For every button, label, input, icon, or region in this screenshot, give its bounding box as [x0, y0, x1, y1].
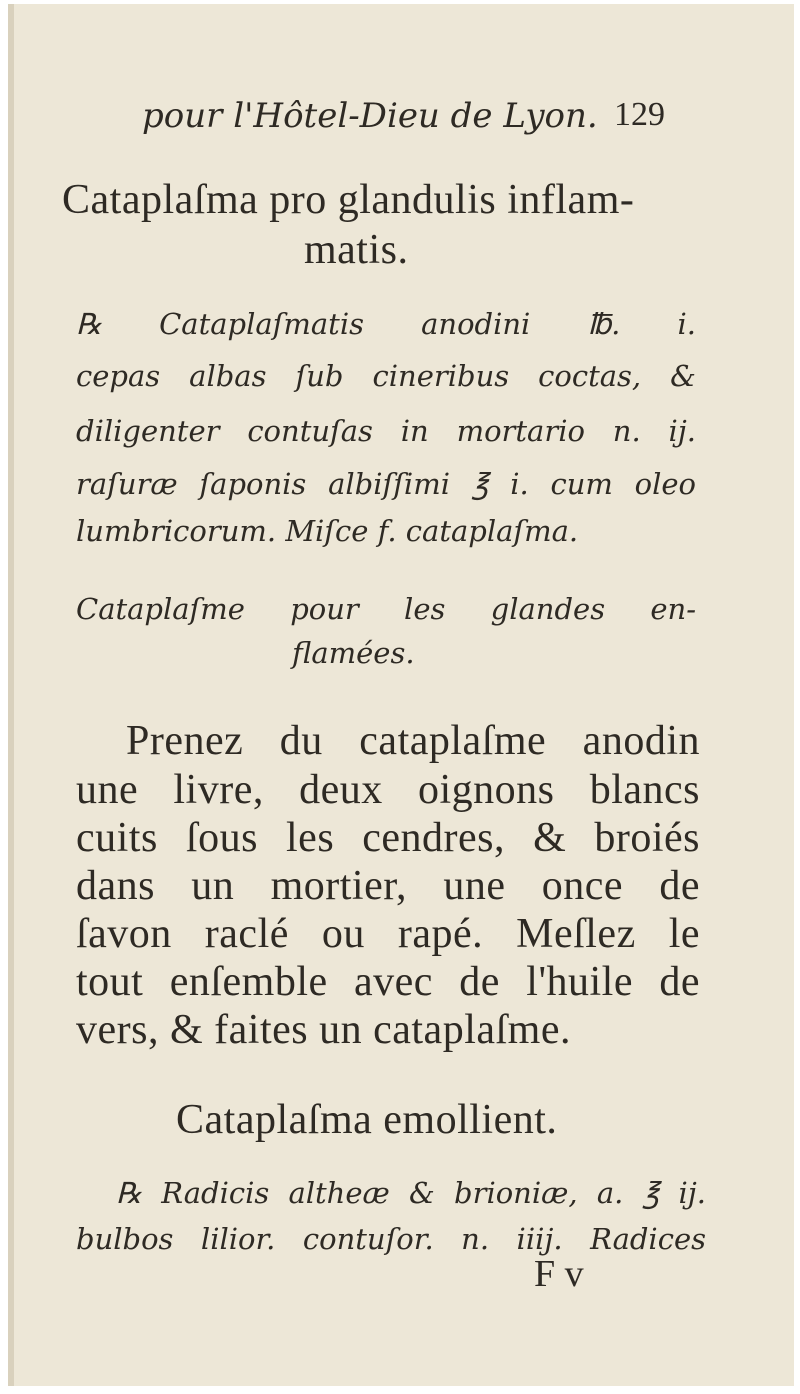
page-number: 129	[614, 96, 665, 133]
section3-line: bulbos lilior. contuſor. n. iiij. Radices	[76, 1222, 706, 1256]
section2-line: Prenez du cataplaſme anodin	[126, 718, 700, 764]
book-page	[8, 4, 794, 1386]
section1-line: lumbricorum. Miſce f. cataplaſma.	[76, 514, 579, 548]
running-title: pour l'Hôtel-Dieu de Lyon.	[142, 96, 598, 136]
section1-title-line2: matis.	[304, 227, 409, 273]
section2-title-line2: flamées.	[292, 636, 415, 670]
section3-line: ℞ Radicis altheæ & brioniæ, a. ℥ ij.	[116, 1176, 706, 1210]
section2-line: ſavon raclé ou rapé. Meſlez le	[76, 911, 700, 957]
section2-line: cuits ſous les cendres, & broiés	[76, 815, 700, 861]
section3-title: Cataplaſma emollient.	[176, 1097, 558, 1143]
section1-line: diligenter contuſas in mortario n. ij.	[76, 414, 696, 448]
section2-line: vers, & faites un cataplaſme.	[76, 1007, 571, 1053]
section1-line: ℞ Cataplaſmatis anodini ℔. i.	[76, 307, 696, 341]
section2-line: tout enſemble avec de l'huile de	[76, 959, 700, 1005]
section2-line: une livre, deux oignons blancs	[76, 767, 700, 813]
section2-title-line1: Cataplaſme pour les glandes en-	[76, 592, 696, 626]
section1-title-line1: Cataplaſma pro glandulis inflam-	[62, 177, 635, 223]
section1-line: cepas albas ſub cineribus coctas, &	[76, 359, 696, 393]
section1-line: raſuræ ſaponis albiſſimi ℥ i. cum oleo	[76, 467, 696, 501]
section2-line: dans un mortier, une once de	[76, 863, 700, 909]
signature-mark: F v	[534, 1253, 584, 1295]
